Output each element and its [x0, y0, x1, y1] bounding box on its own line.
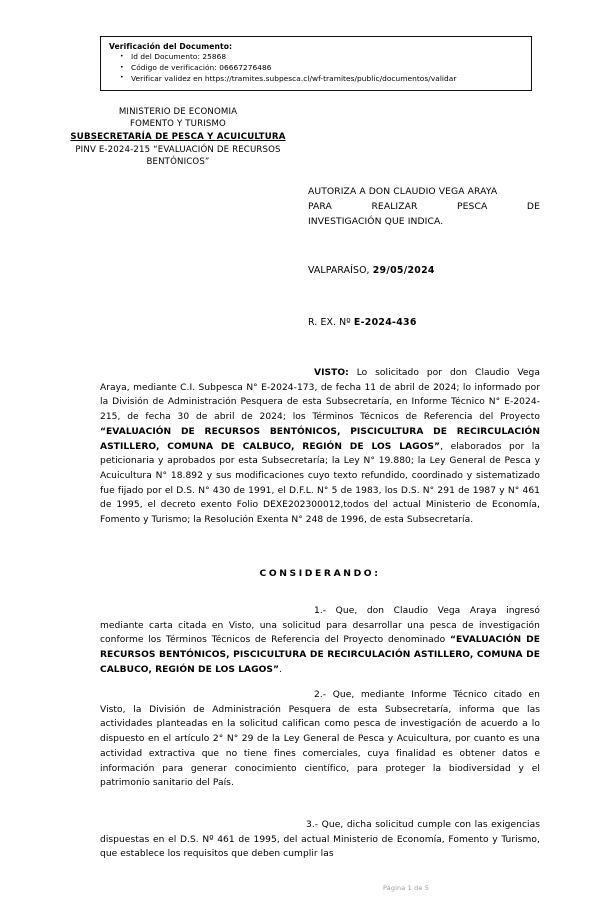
considerando-paragraph-3	[100, 818, 540, 862]
verification-item-label: Verificar validez en https://tramites.subpesca.cl/wf-tramites/public/documentos/validar	[131, 73, 457, 83]
authorization-line-1: AUTORIZA A DON CLAUDIO VEGA ARAYA	[308, 186, 498, 197]
considerando-heading: CONSIDERANDO:	[259, 568, 381, 579]
page-number-label: Página 1 de 5	[382, 884, 430, 892]
considerando-3-text: Que, dicha solicitud cumple con las exigencias dispuestas en el D.S. Nº 461 de 1995, del actual Ministerio de Economía, Fomento y Turismo, que establece los requisitos que deben cumplir las	[100, 820, 540, 860]
authorization-word-de: DE	[526, 201, 540, 213]
bullet-icon: •	[120, 52, 124, 60]
page-footer	[0, 884, 600, 892]
considerando-2-text: Que, mediante Informe Técnico citado en Visto, la División de Administración Pesquera de esta Subsecretaría, informa que las actividades planteadas en la solicitud califican como pesca de investigación de acuerdo a lo dispuesto en el artículo 2° N° 29 de la Ley General de Pesca y Acuicultura, por cuanto es una actividad extractiva que no tiene fines comerciales, cuya finalidad es obtener datos e información para generar conocimiento científico, para proteger la biodiversidad y el patrimonio sanitario del País.	[100, 690, 540, 789]
considerando-3-number: 3.-	[306, 820, 322, 830]
considerando-item-2	[100, 688, 540, 791]
verification-item-code	[120, 63, 525, 74]
authorization-word-realizar: REALIZAR	[371, 201, 418, 213]
resolution-number	[308, 317, 417, 328]
bullet-icon: •	[120, 74, 124, 82]
place-and-date	[308, 265, 435, 276]
considerando-1-text-part-2: .	[279, 664, 283, 675]
verification-title: Verificación del Documento:	[109, 42, 233, 51]
authorization-line-2	[308, 199, 540, 214]
verification-item-document-id	[120, 52, 525, 63]
resolution-prefix: R. EX. Nº	[308, 317, 354, 328]
place-label: VALPARAÍSO,	[308, 265, 373, 276]
considerando-2-number: 2.-	[314, 690, 333, 700]
visto-section	[100, 366, 540, 528]
visto-project-title: “EVALUACIÓN DE RECURSOS BENTÓNICOS, PISCICULTURA DE RECIRCULACIÓN ASTILLERO, COMUNA DE CALBUCO, REGIÓN DE LOS LAGOS”	[100, 426, 540, 452]
visto-text-part-1: Lo solicitado por don Claudio Vega Araya, mediante C.I. Subpesca N° E-2024-173, de fecha 11 de abril de 2024; lo informado por la División de Administración Pesquera de esta Subsecretaría, en Informe Técnico N° E-2024-215, de fecha 30 de abril de 2024; los Términos Técnicos de Referencia del Proyecto	[100, 368, 540, 423]
document-verification-box	[100, 36, 532, 91]
verification-item-label: Id del Documento: 25868	[131, 52, 227, 62]
authorization-line-3: INVESTIGACIÓN QUE INDICA.	[308, 216, 444, 228]
verification-item-url	[120, 73, 525, 85]
considerando-1-number: 1.-	[314, 606, 336, 616]
authorization-word-para: PARA	[308, 201, 332, 213]
considerando-item-1	[100, 604, 540, 678]
letterhead-subsecretaria: SUBSECRETARÍA DE PESCA Y ACUICULTURA	[70, 131, 286, 142]
resolution-value: E-2024-436	[353, 317, 417, 328]
date-value: 29/05/2024	[372, 265, 435, 276]
letterhead-project-line1: PINV E-2024-215 “EVALUACIÓN DE RECURSOS	[75, 144, 281, 155]
bullet-icon: •	[120, 63, 124, 71]
letterhead-ministry-line1: MINISTERIO DE ECONOMIA	[118, 107, 238, 117]
visto-paragraph	[100, 366, 540, 528]
authorization-word-pesca: PESCA	[457, 201, 488, 213]
considerando-paragraph-2	[100, 688, 540, 791]
considerando-item-3	[100, 818, 540, 862]
considerando-1-text-part-1: Que, don Claudio Vega Araya ingresó mediante carta citada en Visto, una solicitud para desarrollar una pesca de investigación conforme los Términos Técnicos de Referencia del Proyecto denominado	[100, 606, 540, 646]
considerando-1-project-title: “EVALUACIÓN DE RECURSOS BENTÓNICOS, PISCICULTURA DE RECIRCULACIÓN ASTILLERO, COMUNA DE CALBUCO, REGIÓN DE LOS LAGOS”	[100, 635, 540, 675]
authorization-subject	[308, 184, 540, 230]
verification-list	[109, 52, 525, 84]
verification-item-label: Código de verificación: 06667276486	[131, 63, 272, 73]
letterhead-project-line2: BENTÓNICOS”	[146, 157, 210, 168]
visto-text-part-2: , elaborados por la peticionaria y aprobados por esta Subsecretaría; la Ley N° 19.880; la Ley General de Pesca y Acuicultura N° 18.892 y sus modificaciones cuyo texto refundido, coordinado y sistematizado fue fijado por el D.S. N° 430 de 1991, el D.F.L. N° 5 de 1983, los D.S. N° 291 de 1987 y N° 461 de 1995, el decreto exento Folio DEXE202300012,todos del actual Ministerio de Economía, Fomento y Turismo; la Resolución Exenta N° 248 de 1996, de esta Subsecretaría.	[100, 441, 540, 526]
letterhead-ministry-line2: FOMENTO Y TURISMO	[130, 119, 226, 130]
letterhead	[28, 106, 328, 169]
visto-label: VISTO:	[314, 368, 349, 378]
considerando-paragraph-1	[100, 604, 540, 678]
